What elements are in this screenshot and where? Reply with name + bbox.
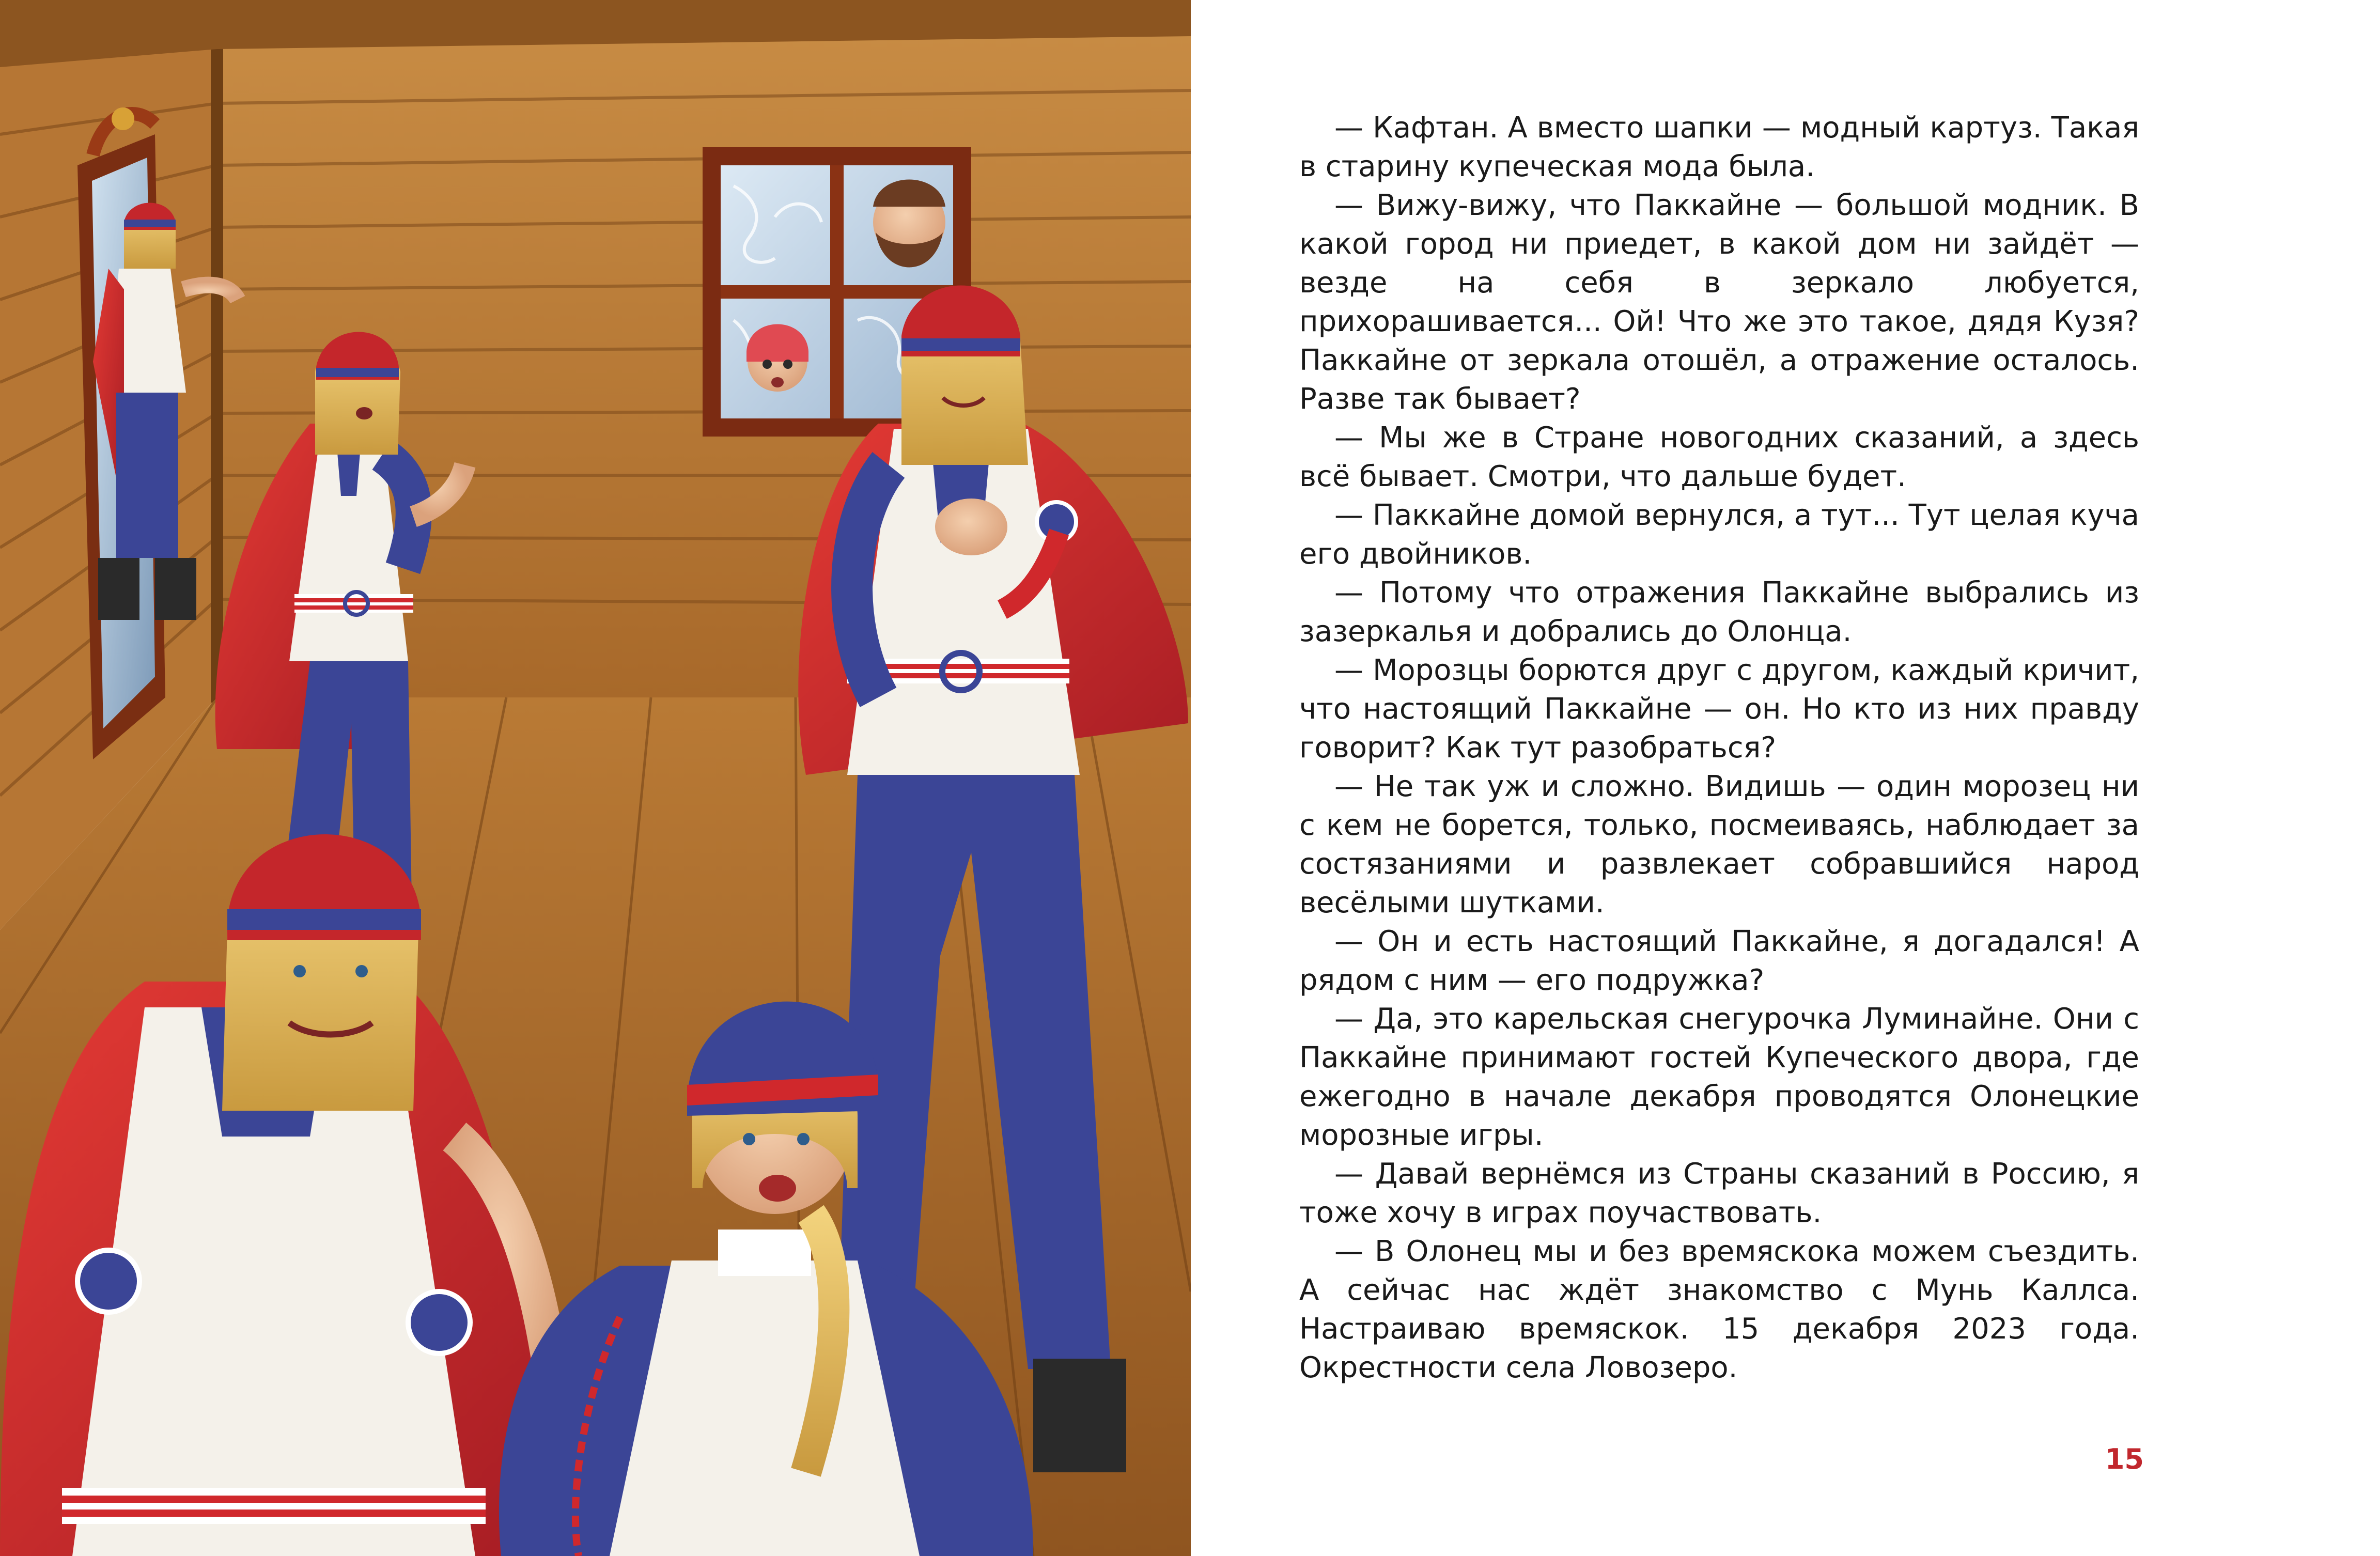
story-text bbox=[1299, 108, 2139, 1387]
text-page bbox=[1191, 0, 2380, 1556]
paragraph: — Вижу-вижу, что Паккайне — большой модник. В какой город ни приедет, в какой дом ни зайдёт — везде на себя в зеркало любуется, прихорашивается... Ой! Что же это такое, дядя Кузя? Паккайне от зеркала отошёл, а отражение осталось. Разве так бывает? bbox=[1299, 189, 2139, 416]
paragraph: — Не так уж и сложно. Видишь — один морозец ни с кем не борется, только, посмеиваясь, наблюдает за состязаниями и развлекает собравшийся народ весёлыми шутками. bbox=[1299, 770, 2139, 920]
paragraph: — В Олонец мы и без времяскока можем съездить. А сейчас нас ждёт знакомство с Мунь Каллса. Настраиваю времяскок. 15 декабря 2023 года. Окрестности села Ловозеро. bbox=[1299, 1235, 2139, 1384]
paragraph: — Паккайне домой вернулся, а тут... Тут целая куча его двойников. bbox=[1299, 499, 2139, 571]
paragraph: — Да, это карельская снегурочка Луминайне. Они с Паккайне принимают гостей Купеческого двора, где ежегодно в начале декабря проводятся Олонецкие морозные игры. bbox=[1299, 1002, 2139, 1152]
paragraph: — Кафтан. А вместо шапки — модный картуз. Такая в старину купеческая мода была. bbox=[1299, 111, 2139, 183]
paragraph: — Мы же в Стране новогодних сказаний, а здесь всё бывает. Смотри, что дальше будет. bbox=[1299, 421, 2139, 493]
page-number: 15 bbox=[2105, 1443, 2144, 1475]
paragraph: — Потому что отражения Паккайне выбрались из зазеркалья и добрались до Олонца. bbox=[1299, 576, 2139, 648]
paragraph: — Морозцы борются друг с другом, каждый кричит, что настоящий Паккайне — он. Но кто из них правду говорит? Как тут разобраться? bbox=[1299, 653, 2139, 765]
paragraph: — Давай вернёмся из Страны сказаний в Россию, я тоже хочу в играх поучаствовать. bbox=[1299, 1157, 2139, 1230]
paragraph: — Он и есть настоящий Паккайне, я догадался! А рядом с ним — его подружка? bbox=[1299, 925, 2139, 997]
